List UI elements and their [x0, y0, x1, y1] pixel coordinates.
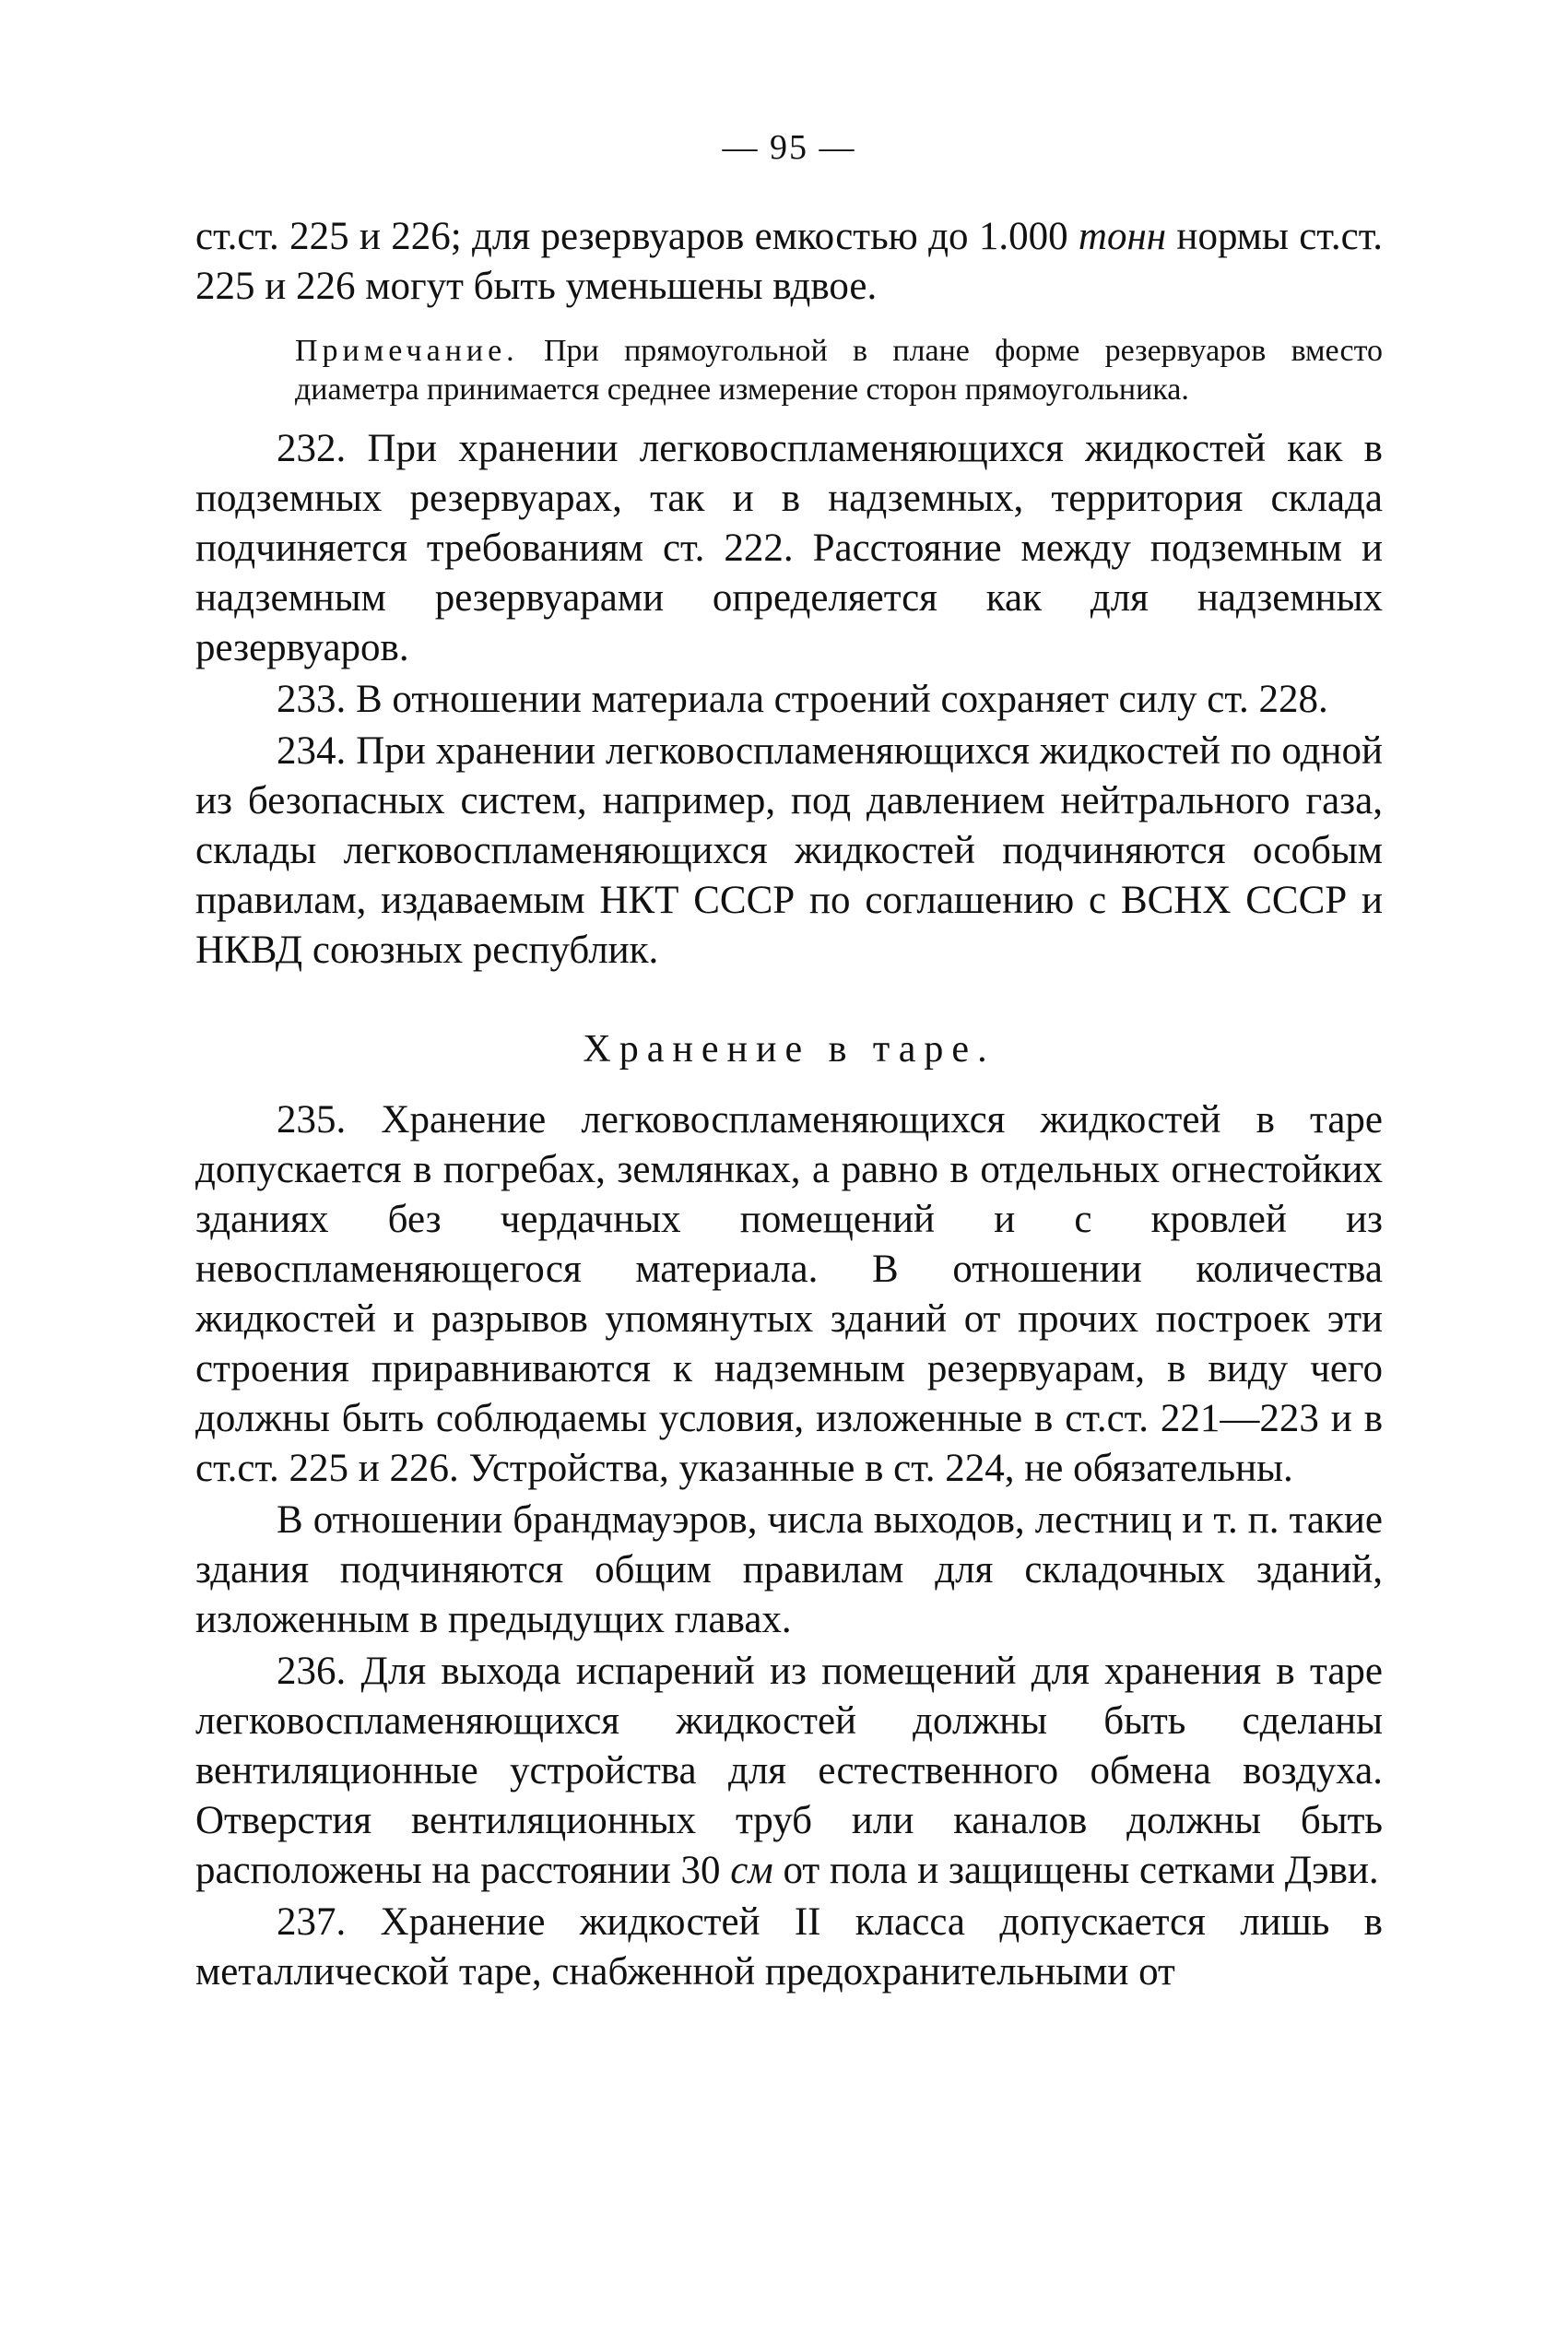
paragraph-text: нормы ст.ст. 225 и 226 могут быть уменьшены вдвое. — [195, 215, 1383, 308]
page-number: — 95 — — [722, 128, 856, 167]
paragraph-235: 235. Хранение легковоспламеняющихся жидкостей в таре допускается в погребах, землянках, а равно в отдельных огнестойких зданиях без чердачных помещений и с кровлей из невоспламеняющегося материала. В отношении количества жидкостей и разрывов упомянутых зданий от прочих построек эти строения приравниваются к надземным резервуарам, в виду чего должны быть соблюдаемы условия, изложенные в ст.ст. 221—223 и в ст.ст. 225 и 226. Устройства, указанные в ст. 224, не обязательны. — [195, 1098, 1383, 1490]
unit-text: тонн — [1078, 215, 1167, 258]
note-label: Примечание. — [295, 334, 519, 368]
paragraph-236 — [195, 1647, 1383, 1896]
note-text: При прямоугольной в плане форме резервуаров вместо диаметра принимается среднее измерение сторон прямоугольника. — [295, 334, 1383, 407]
paragraph-233: 233. В отношении материала строений сохраняет силу ст. 228. — [277, 678, 1328, 721]
paragraph-text: ст.ст. 225 и 226; для резервуаров емкостью до 1.000 — [195, 215, 1079, 258]
paragraph-234: 234. При хранении легковоспламеняющихся жидкостей по одной из безопасных систем, например, под давлением нейтрального газа, склады легковоспламеняющихся жидкостей подчиняются особым правилам, издаваемым НКТ СССР по соглашению с ВСНХ СССР и НКВД союзных республик. — [195, 729, 1383, 972]
paragraph-text: 236. Для выхода испарений из помещений для хранения в таре легковоспламеняющихся жидкостей должны быть сделаны вентиляционные устройства для естественного обмена воздуха. Отверстия вентиляционных труб или каналов должны быть расположены на расстоянии 30 — [195, 1650, 1383, 1892]
unit-text: см — [730, 1849, 773, 1892]
section-heading: Хранение в таре. — [583, 1028, 996, 1071]
paragraph-237: 237. Хранение жидкостей II класса допускается лишь в металлической таре, снабженной предохранительными от — [195, 1900, 1383, 1994]
note-block — [195, 332, 1383, 409]
paragraph-232: 232. При хранении легковоспламеняющихся жидкостей как в подземных резервуарах, так и в надземных, территория склада подчиняется требованиям ст. 222. Расстояние между подземным и надземным резервуарами определяется как для надземных резервуаров. — [195, 427, 1383, 669]
paragraph-235-continued: В отношении брандмауэров, числа выходов, лестниц и т. п. такие здания подчиняются общим правилам для складочных зданий, изложенным в предыдущих главах. — [195, 1498, 1383, 1641]
paragraph-continuation — [195, 212, 1383, 312]
paragraph-text: от пола и защищены сетками Дэви. — [772, 1849, 1379, 1892]
document-page — [195, 120, 1383, 1999]
